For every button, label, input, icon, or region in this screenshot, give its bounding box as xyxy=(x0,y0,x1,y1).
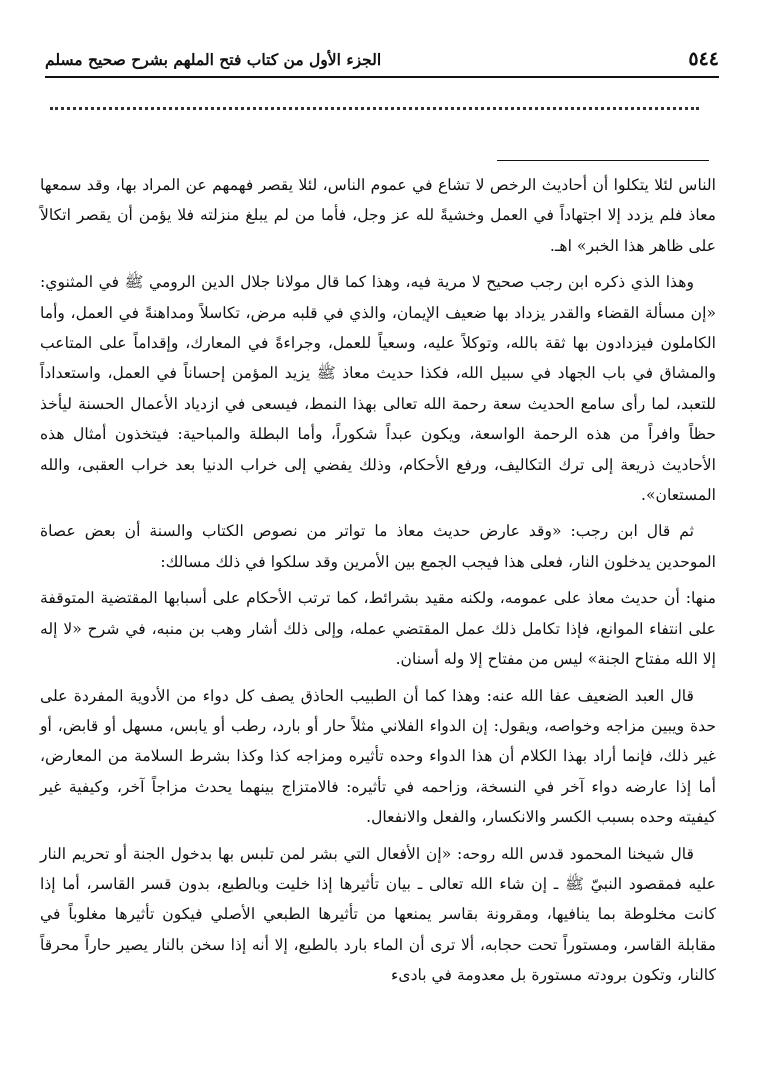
running-title: الجزء الأول من كتاب فتح الملهم بشرح صحيح مسلم xyxy=(45,49,382,69)
body-text xyxy=(40,170,716,991)
page-header xyxy=(45,44,719,74)
dotted-separator xyxy=(50,107,699,110)
page-number: ٥٤٤ xyxy=(688,48,719,70)
header-rule xyxy=(45,76,719,78)
paragraph: منها: أن حديث معاذ على عمومه، ولكنه مقيد بشرائط، كما ترتب الأحكام على أسبابها المقتضية المتوقفة على انتفاء الموانع، فإذا تكامل ذلك عمل المقتضي عمله، وإلى ذلك أشار وهب بن منبه، في شرح «لا إله إلا الله مفتاح الجنة» ليس من مفتاح إلا وله أسنان. xyxy=(40,589,716,669)
footnote-rule xyxy=(497,160,709,161)
paragraph: قال العبد الضعيف عفا الله عنه: وهذا كما أن الطبيب الحاذق يصف كل دواء من الأدوية المفردة على حدة ويبين مزاجه وخواصه، ويقول: إن الدواء الفلاني مثلاً حار أو بارد، رطب أو يابس، مسهل أو قابض، أو غير ذلك، فإنما أراد بهذا الكلام أن هذا الدواء وحده تأثيره ومزاجه كذا وكذا بشرط السلامة من المعارض، أما إذا عارضه دواء آخر في النسخة، وزاحمه في تأثيره: فالامتزاج بينهما يحدث مزاجاً آخر، وكيفية غير كيفيته وحده بسبب الكسر والانكسار، والفعل والانفعال. xyxy=(40,686,716,827)
paragraph: قال شيخنا المحمود قدس الله روحه: «إن الأفعال التي بشر لمن تلبس بها بدخول الجنة أو تحريم النار عليه فمقصود النبيّ ﷺ ـ إن شاء الله تعالى ـ بيان تأثيرها إذا خليت وبالطبع، بدون قسر القاسر، أما إذا كانت مخلوطة بما ينافيها، ومقرونة بقاسر يمنعها من تأثيرها الطبعي الأصلي فيكون تأثيرها مغلوباً في مقابلة القاسر، ومستوراً تحت حجابه، ألا ترى أن الماء بارد بالطبع، إلا أنه إذا سخن بالنار يصير حاراً محرقاً كالنار، وتكون برودته مستورة بل معدومة في بادىء xyxy=(40,844,716,985)
paragraph: الناس لئلا يتكلوا أن أحاديث الرخص لا تشاع في عموم الناس، لئلا يقصر فهمهم عن المراد بها، وقد سمعها معاذ فلم يزدد إلا اجتهاداً في العمل وخشيةً لله عز وجل، فأما من لم يبلغ منزلته فلا يؤمن أن يقصر اتكالاً على ظاهر هذا الخبر» اهـ. xyxy=(40,176,716,255)
paragraph: ثم قال ابن رجب: «وقد عارض حديث معاذ ما تواتر من نصوص الكتاب والسنة أن بعض عصاة الموحدين يدخلون النار، فعلى هذا فيجب الجمع بين الأمرين وقد سلكوا في ذلك مسالك: xyxy=(40,522,716,571)
paragraph: وهذا الذي ذكره ابن رجب صحيح لا مرية فيه، وهذا كما قال مولانا جلال الدين الرومي ﷺ في المثنوي: «إن مسألة القضاء والقدر يزداد بها ضعيف الإيمان، والذي في قلبه مرض، تكاسلاً ومداهنةً في العمل، وأما الكاملون فيزدادون بها ثقة بالله، وتوكلاً عليه، وسعياً للعمل، وجراءةً في المعارك، وإقداماً على المتاعب والمشاق في باب الجهاد في سبيل الله، فكذا حديث معاذ ﷺ يزيد المؤمن إحساناً في العمل، واستعداداً للتعبد، لما رأى سامع الحديث سعة رحمة الله تعالى بهذا النمط، فيسعى في ازدياد الأعمال الحسنة ليأخذ حظاً وافراً من هذه الرحمة الواسعة، ويكون عبداً شكوراً، وأما البطلة والمباحية: فيتخذون أمثال هذه الأحاديث ذريعة إلى ترك التكاليف، ورفع الأحكام، وذلك يفضي إلى خراب الدنيا بعد خراب العقبى، والله المستعان». xyxy=(40,273,717,505)
